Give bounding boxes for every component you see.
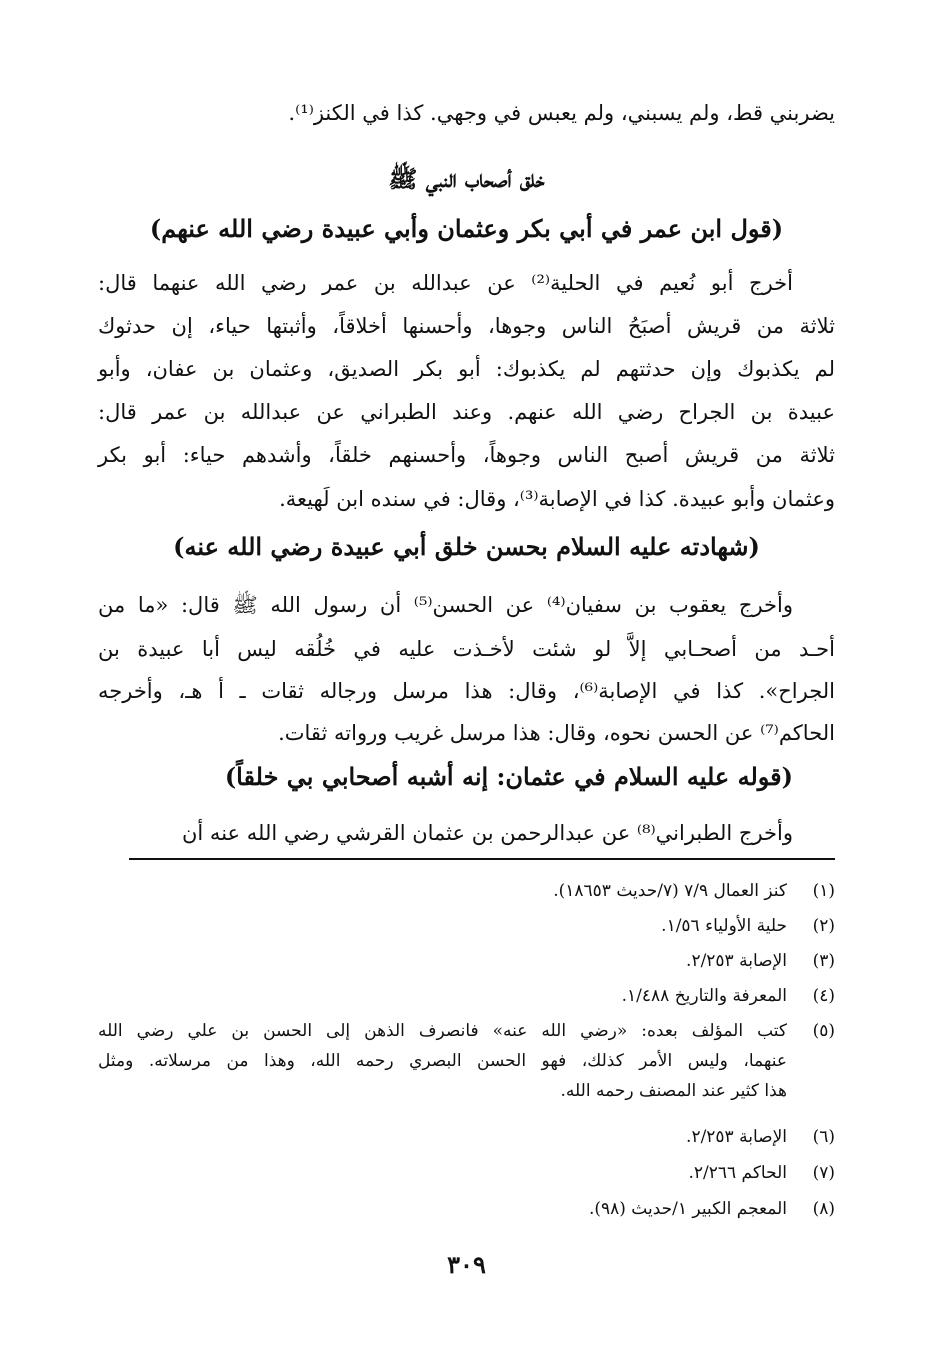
chapter-heading: خلق أصحاب النبي ﷺ: [388, 164, 545, 193]
footnote-line: هذا كثير عند المصنف رحمه الله.: [560, 1081, 787, 1101]
section-heading: (شهادته عليه السلام بحسن خلق أبي عبيدة رضي الله عنه): [173, 532, 760, 561]
footnote: [98, 1016, 835, 1116]
footnote-separator: [129, 858, 835, 860]
text-line: ثلاثة من قريش أصبح الناس وجوهاً، وأحسنهم خلقاً، وأشدهم حياء: أبو بكر: [98, 443, 835, 467]
text-line: الجراح». كذا في الإصابة⁽⁶⁾، وقال: هذا مرسل ورجاله ثقات ـ أ هـ، وأخرجه: [98, 679, 836, 703]
page-number: ٣٠٩: [447, 1250, 486, 1279]
text-line: وأخرج الطبراني⁽⁸⁾ عن عبدالرحمن بن عثمان القرشي رضي الله عنه أن: [182, 821, 793, 845]
main-text: [98, 0, 835, 860]
section-heading: (قول ابن عمر في أبي بكر وعثمان وأبي عبيدة رضي الله عنهم): [149, 214, 784, 243]
footnote-text: كنز العمال ٧/٩ (٧/حديث ١٨٦٥٣).: [553, 881, 787, 901]
text-line: وعثمان وأبو عبيدة. كذا في الإصابة⁽³⁾، وقال: في سنده ابن لَهيعة.: [279, 487, 835, 511]
footnote-number: (٢): [812, 916, 835, 936]
footnote-text: المعجم الكبير ١/حديث (٩٨).: [588, 1199, 787, 1219]
footnote-line: عنهما، وليس الأمر كذلك، فهو الحسن البصري رحمه الله، وهذا من مرسلاته. ومثل: [98, 1051, 787, 1071]
text-line: لم يكذبوك وإن حدثتهم لم يكذبوك: أبو بكر الصديق، وعثمان بن عفان، وأبو: [98, 357, 835, 381]
text-line: عبيدة بن الجراح رضي الله عنهم. وعند الطبراني عن عبدالله بن عمر قال:: [98, 400, 835, 424]
footnote-number: (٥): [812, 1021, 835, 1041]
footnote-number: (٨): [812, 1199, 835, 1219]
footnote-text: الحاكم ٢/٢٦٦.: [688, 1163, 787, 1183]
footnote-line: كتب المؤلف بعده: «رضي الله عنه» فانصرف الذهن إلى الحسن بن علي رضي الله: [98, 1021, 787, 1041]
text-line: أخرج أبو نُعيم في الحلية⁽²⁾ عن عبدالله بن عمر رضي الله عنهما قال:: [98, 271, 793, 295]
footnote-text: [98, 1016, 787, 1106]
footnote-text: المعرفة والتاريخ ١/٤٨٨.: [621, 986, 787, 1006]
footnote-text: حلية الأولياء ١/٥٦.: [661, 916, 787, 936]
text-line: أحـد من أصحـابي إلاَّ لو شئت لأخـذت عليه في خُلُقه ليس أبا عبيدة بن: [98, 637, 835, 661]
footnote-text: الإصابة ٢/٢٥٣.: [686, 1127, 787, 1147]
text-line: يضربني قط، ولم يسبني، ولم يعبس في وجهي. كذا في الكنز⁽¹⁾.: [288, 101, 835, 125]
text-line: ثلاثة من قريش أصبَحُ الناس وجوها، وأحسنها أخلاقاً، وأثبتها حياء، إن حدثوك: [98, 314, 835, 338]
footnote-text: الإصابة ٢/٢٥٣.: [686, 951, 787, 971]
footnote-number: (٦): [812, 1127, 835, 1147]
text-line: وأخرج يعقوب بن سفيان⁽⁴⁾ عن الحسن⁽⁵⁾ أن رسول الله ﷺ قال: «ما من: [98, 593, 793, 617]
footnote-number: (١): [812, 881, 835, 901]
footnote-number: (٧): [812, 1163, 835, 1183]
text-line: الحاكم⁽⁷⁾ عن الحسن نحوه، وقال: هذا مرسل غريب ورواته ثقات.: [278, 721, 835, 745]
footnote-number: (٣): [812, 951, 835, 971]
footnote-number: (٤): [812, 986, 835, 1006]
section-heading: (قوله عليه السلام في عثمان: إنه أشبه أصحابي بي خلقاً): [224, 762, 793, 791]
